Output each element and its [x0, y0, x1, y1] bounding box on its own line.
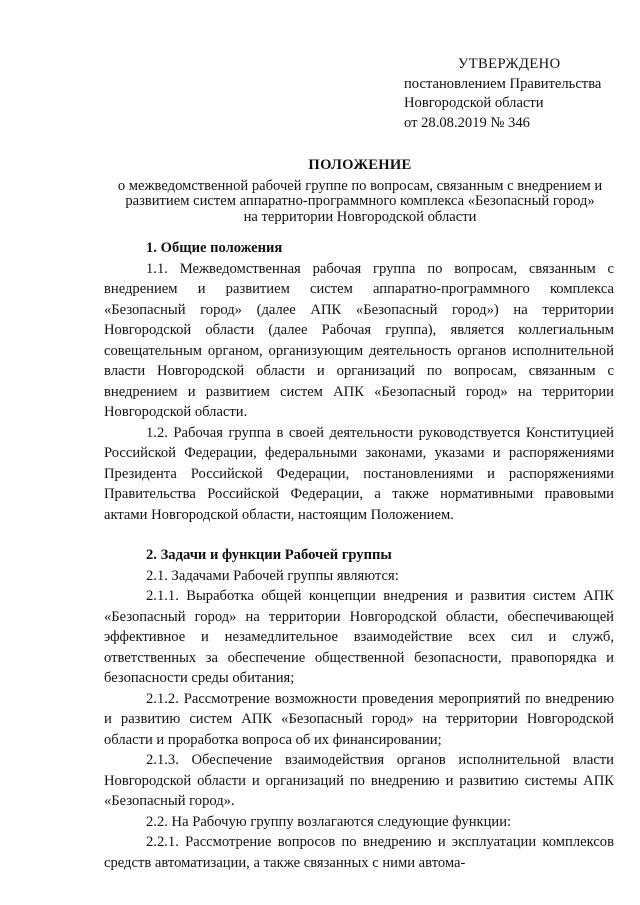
- document-subtitle-line: о межведомственной рабочей группе по вопросам, связанным с внедрением и: [117, 177, 603, 194]
- approval-heading: УТВЕРЖДЕНО: [458, 56, 561, 72]
- approval-line: постановлением Правительства: [404, 75, 602, 92]
- paragraph: 1.1. Межведомственная рабочая группа по вопросам, связанным с внедрением и развитием систем аппаратно-программного комплекса «Безопасный город» (далее АПК «Безопасный город») на территории Новгородской области (далее Рабочая группа), является коллегиальным совещательным органом, организующим деятельность органов исполнительной власти Новгородской области и организаций по вопросам, связанным с внедрением и развитием систем АПК «Безопасный город» на территории Новгородской области.: [104, 260, 614, 420]
- section-heading: 2. Задачи и функции Рабочей группы: [146, 547, 392, 563]
- document-subtitle-line: развитием систем аппаратно-программного комплекса «Безопасный город»: [125, 193, 595, 209]
- section-heading: 1. Общие положения: [146, 240, 283, 256]
- approval-line: Новгородской области: [404, 95, 544, 111]
- approval-stamp: [404, 55, 629, 133]
- document-body: [104, 238, 614, 873]
- paragraph: 2.2. На Рабочую группу возлагаются следующие функции:: [146, 813, 512, 830]
- approval-line: от 28.08.2019 № 346: [404, 114, 530, 131]
- document-title-block: [100, 158, 620, 225]
- paragraph: 2.1. Задачами Рабочей группы являются:: [146, 567, 399, 584]
- paragraph: 2.1.3. Обеспечение взаимодействия органов исполнительной власти Новгородской области и организаций по внедрению и развитию системы АПК «Безопасный город».: [104, 752, 614, 809]
- document-title: ПОЛОЖЕНИЕ: [308, 157, 412, 173]
- paragraph: 2.2.1. Рассмотрение вопросов по внедрению и эксплуатации комплексов средств автоматизации, а также связанных с ними автома-: [104, 834, 614, 871]
- paragraph: 2.1.1. Выработка общей концепции внедрения и развития систем АПК «Безопасный город» на территории Новгородской области, обеспечивающей эффективное и незамедлительное взаимодействие всех сил и служб, ответственных за обеспечение общественной безопасности, правопорядка и безопасности среды обитания;: [104, 588, 614, 686]
- paragraph: 1.2. Рабочая группа в своей деятельности руководствуется Конституцией Российской Федерации, федеральными законами, указами и распоряжениями Президента Российской Федерации, постановлениями и распоряжениями Правительства Российской Федерации, а также нормативными правовыми актами Новгородской области, настоящим Положением.: [104, 424, 614, 523]
- document-subtitle-line: на территории Новгородской области: [243, 208, 477, 225]
- paragraph: 2.1.2. Рассмотрение возможности проведения мероприятий по внедрению и развитию систем АПК «Безопасный город» на территории Новгородской области и проработка вопроса об их финансировании;: [104, 690, 614, 748]
- section-spacer: [104, 525, 614, 545]
